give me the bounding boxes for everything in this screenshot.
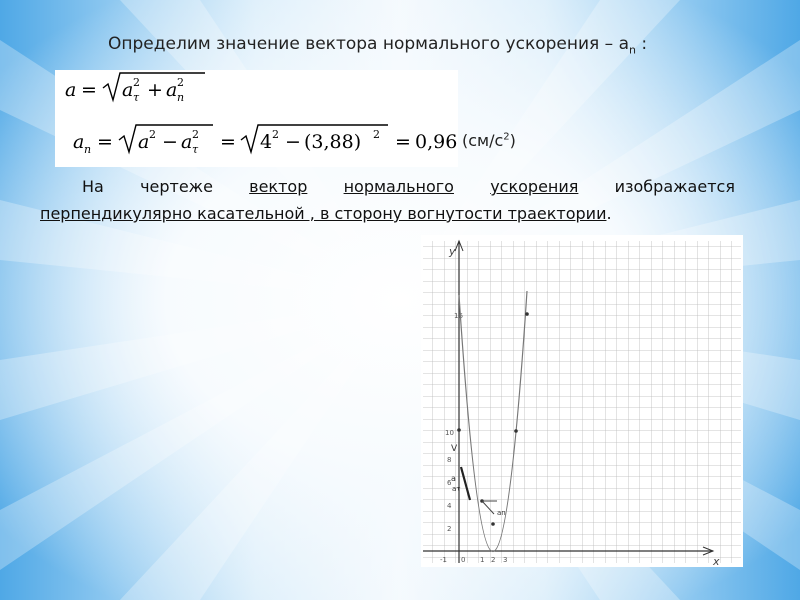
curve-point (514, 429, 518, 433)
formula-image (55, 70, 458, 167)
f2-lhs: a (73, 131, 85, 153)
word-1: На (82, 177, 104, 196)
f2-at-sub: τ (192, 143, 199, 156)
unit-label (462, 131, 516, 150)
curve-point (491, 522, 495, 526)
unit-close: ) (509, 131, 516, 150)
word-5: ускорения (490, 177, 579, 196)
paragraph-line-1 (40, 173, 735, 200)
y-tick-6: 6 (447, 479, 452, 487)
y-axis-label: y (449, 245, 456, 258)
f1-eq: = (81, 79, 97, 101)
line-2-end: . (606, 204, 612, 223)
f2-at: a (181, 131, 193, 153)
explanation-paragraph (40, 173, 735, 227)
f2-a: a (138, 131, 150, 153)
formula-svg (55, 70, 458, 167)
f1-lhs: a (65, 79, 77, 101)
x-tick-0: 0 (461, 556, 466, 564)
word-6: изображается (614, 177, 735, 196)
f1-a1-sub: τ (133, 91, 140, 104)
f2-result: 0,96 (415, 131, 458, 153)
graph-grid (423, 241, 741, 563)
paragraph-line-2 (40, 200, 735, 227)
f2-four: 4 (260, 131, 273, 153)
unit-sup: 2 (503, 131, 510, 143)
f2-388: (3,88) (304, 131, 362, 153)
heading-colon: : (635, 34, 648, 54)
f1-a2: a (166, 79, 178, 101)
word-3: вектор (249, 177, 308, 196)
f2-four-sup: 2 (272, 128, 279, 141)
f2-388-sup: 2 (373, 128, 380, 141)
x-tick-m1: -1 (440, 556, 447, 564)
heading-text: Определим значение вектора нормального ускорения – a (108, 34, 629, 54)
curve-point (457, 428, 461, 432)
curve-point (525, 312, 529, 316)
trajectory-graph (421, 235, 743, 567)
f1-a2-sup: 2 (177, 76, 184, 89)
underlined-phrase: перпендикулярно касательной , в сторону вогнутости траектории (40, 204, 607, 223)
vector-label-an: an (497, 509, 506, 517)
f2-minus: − (162, 131, 178, 153)
y-tick-10: 10 (445, 429, 454, 437)
f1-a2-sub: n (177, 91, 185, 104)
unit-text: (см/с (462, 131, 504, 150)
vector-label-a: a (451, 474, 456, 483)
f1-plus: + (147, 79, 163, 101)
x-tick-2: 2 (491, 556, 496, 564)
y-tick-16: 16 (454, 312, 463, 320)
slide-heading (108, 34, 647, 56)
f2-eq3: = (395, 131, 411, 153)
y-tick-4: 4 (447, 502, 452, 510)
f2-eq1: = (97, 131, 113, 153)
f2-eq2: = (220, 131, 236, 153)
heading-subscript: n (629, 43, 636, 57)
x-axis-label: x (713, 555, 720, 567)
graph-svg (421, 235, 743, 567)
x-tick-3: 3 (503, 556, 508, 564)
f1-a1-sup: 2 (133, 76, 140, 89)
y-tick-8: 8 (447, 456, 452, 464)
f1-a1: a (122, 79, 134, 101)
word-4: нормального (343, 177, 454, 196)
x-tick-1: 1 (480, 556, 485, 564)
y-tick-2: 2 (447, 525, 452, 533)
vector-label-v: V (451, 444, 458, 454)
f2-a-sup: 2 (149, 128, 156, 141)
f2-at-sup: 2 (192, 128, 199, 141)
f2-minus2: − (285, 131, 301, 153)
vector-label-atau: aτ (452, 485, 461, 493)
f2-lhs-sub: n (84, 143, 92, 156)
word-2: чертеже (140, 177, 213, 196)
